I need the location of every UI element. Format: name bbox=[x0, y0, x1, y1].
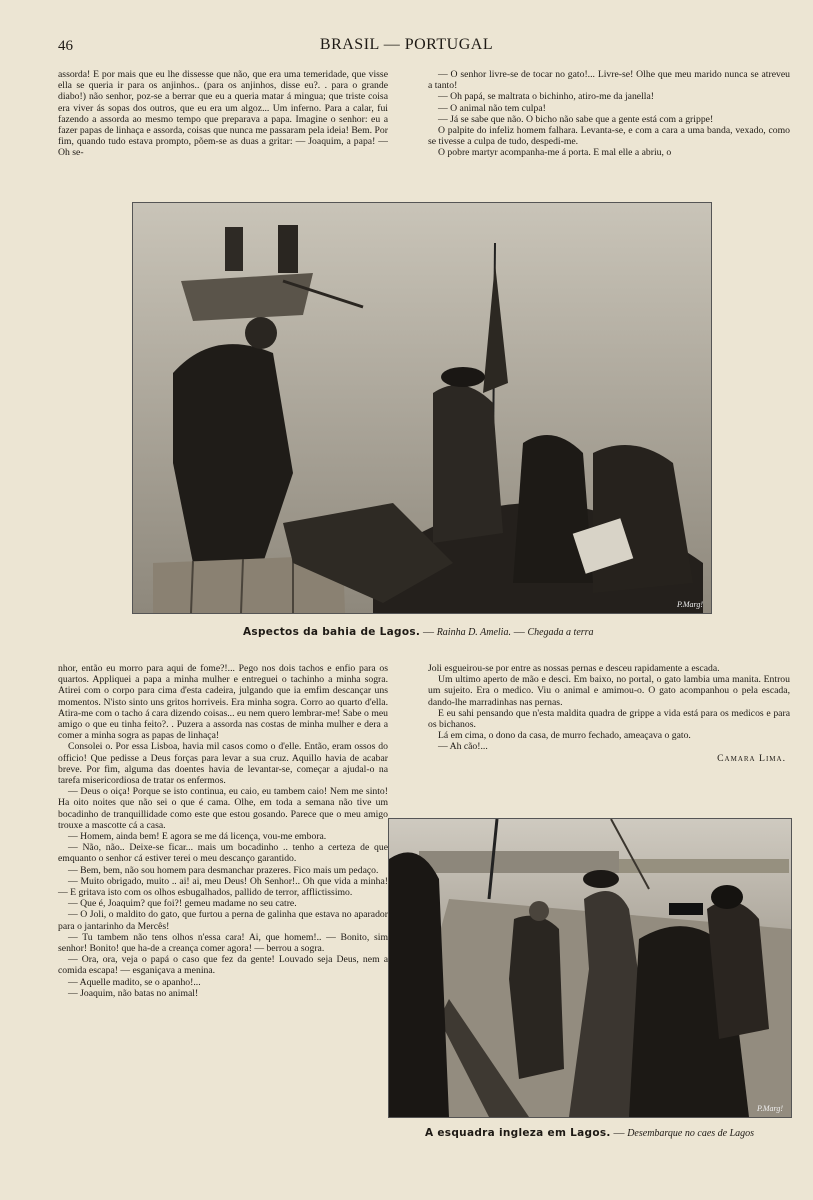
caption-part: Desembarque no caes de Lagos bbox=[627, 1128, 755, 1139]
caption-separator: — bbox=[420, 626, 437, 638]
paragraph: — Ora, ora, veja o papá o caso que fez da gente! Louvado seja Deus, nem a comida escapa! — esganiçava a menina. bbox=[58, 954, 388, 977]
paragraph: nhor, então eu morro para aqui de fome?!... Pego nos dois tachos e enfio para os quartos. Appliquei a papa a minha mulher e entreguei o tachinho a minha sogra. Atirei com o corpo para cima d'esta cadeira, julgando que ia emfim descançar uns momentos. N'isto sinto uns gritos horriveis. Era minha sogra. Corro ao quarto d'ella. Atira-me com o tacho á cara dizendo coisas... eu nem quero lembrar-me! Sabe o meu amigo o que eu tinha feito?. . Puzera a assorda nas costas de minha mulher e dera a comer a minha sogra as papas de linhaça! bbox=[58, 663, 388, 742]
paragraph: — Que é, Joaquim? que foi?! gemeu madame no seu catre. bbox=[68, 898, 297, 910]
paragraph: — Não, não.. Deixe-se ficar... mais um bocadinho .. tenho a certeza de que emquanto o senhor cá estiver terei o meu descanço garantido. bbox=[58, 842, 388, 865]
paragraph: Lá em cima, o dono da casa, de murro fechado, ameaçava o gato. bbox=[438, 730, 691, 742]
paragraph: — Ah cão!... bbox=[438, 741, 488, 753]
caption-title: A esquadra ingleza em Lagos. bbox=[425, 1127, 611, 1139]
paragraph: — Oh papá, se maltrata o bichinho, atiro-me da janella! bbox=[438, 91, 655, 103]
caption-separator: — bbox=[510, 626, 528, 638]
paragraph: — Homem, ainda bem! E agora se me dá licença, vou-me embora. bbox=[68, 831, 327, 843]
paragraph: Joli esgueirou-se por entre as nossas pernas e desceu rapidamente a escada. bbox=[428, 663, 720, 674]
paragraph: O pobre martyr acompanha-me á porta. E mal elle a abriu, o bbox=[438, 147, 672, 159]
paragraph: E eu sahi pensando que n'esta maldita quadra de grippe a vida está para os medicos e para os bichanos. bbox=[428, 707, 790, 731]
paragraph: — Muito obrigado, muito .. ai! ai, meu Deus! Oh Senhor!.. Oh que vida a minha! — E gritava isto com os olhos esbugalhados, pallido de terror, afflictissimo. bbox=[58, 875, 388, 899]
photo-illustration bbox=[133, 203, 711, 613]
photo-signature: P.Marg! bbox=[677, 600, 703, 609]
top-left-column bbox=[58, 69, 388, 159]
page-number: 46 bbox=[58, 38, 73, 54]
paragraph: O palpite do infeliz homem falhara. Levanta-se, e com a cara a uma banda, vexado, como se tivesse a culpa de tudo, despedi-me. bbox=[428, 125, 790, 148]
caption-part: Chegada a terra bbox=[527, 627, 594, 638]
photo-signature: P.Marg! bbox=[757, 1104, 783, 1113]
photo-english-squadron bbox=[388, 818, 792, 1118]
caption-top bbox=[243, 626, 594, 638]
author-signature: Camara Lima. bbox=[717, 752, 786, 764]
paragraph: — Já se sabe que não. O bicho não sabe que a gente está com a grippe! bbox=[438, 113, 714, 125]
paragraph: — O animal não tem culpa! bbox=[438, 102, 546, 114]
paragraph: — O senhor livre-se de tocar no gato!... Livre-se! Olhe que meu marido nunca se atreveu a tanto! bbox=[428, 69, 790, 92]
caption-title: Aspectos da bahia de Lagos. bbox=[243, 626, 421, 638]
caption-bottom bbox=[425, 1127, 754, 1139]
paragraph: — Bem, bem, não sou homem para desmanchar prazeres. Fico mais um pedaço. bbox=[68, 864, 379, 876]
paragraph: assorda! E por mais que eu lhe dissesse que não, que era uma temeridade, que visse ella se queria ir para os anjinhos.. (para os anjinhos, disse eu?. . para o grande diabo!) não senhor, poz-se a berrar que eu a queria matar á mingua; que triste coisa era viver ás sopas dos outros, que eu era um algoz... Um inferno. Para a calar, fui fazendo a assorda ao mesmo tempo que preparava a papa. Imagine o senhor: eu a fazer papas de linhaça e assorda, coisas que nunca me passaram pela ideia! Bem. Por fim, quando tudo estava prompto, põem-se as duas a gritar: — Joaquim, a papa! — Oh se- bbox=[58, 69, 388, 159]
bottom-right-column bbox=[428, 663, 790, 764]
paragraph: — O Joli, o maldito do gato, que furtou a perna de galinha que estava no aparador para o jantarinho da Mercês! bbox=[58, 909, 388, 932]
paragraph: — Joaquim, não batas no animal! bbox=[68, 987, 199, 999]
paragraph: — Tu tambem não tens olhos n'essa cara! Ai, que homem!.. — Bonito, sim senhor! Bonito! que ha-de a creança comer agora! — berrou a sogra. bbox=[58, 931, 388, 955]
running-title: BRASIL — PORTUGAL bbox=[319, 36, 494, 53]
paragraph: — Aquelle madito, se o apanho!... bbox=[68, 976, 201, 988]
photo-illustration bbox=[389, 819, 791, 1117]
paragraph: Consolei o. Por essa Lisboa, havia mil casos como o d'elle. Então, eram ossos do officio! Que pedisse a Deus forças para levar a sua cruz. Aquillo havia de acabar breve. Por fim, alguma das doentes havia de levantar-se, começar a ajudal-o na tarefa misericordiosa de tratar os enfermos. bbox=[58, 741, 388, 787]
paragraph: — Deus o oiça! Porque se isto continua, eu caio, eu tambem caio! Nem me sinto! Ha oito noites que não sei o que é cama. Olhe, em toda a semana não tive um bocadinho de tranquillidade como este que estou gosando. Parece que o meu amigo trouxe a mascotte cá a casa. bbox=[58, 786, 388, 831]
caption-part: Rainha D. Amelia. bbox=[436, 627, 511, 638]
top-right-column bbox=[428, 69, 790, 159]
photo-queen-landing bbox=[132, 202, 712, 614]
caption-separator: — bbox=[610, 1127, 628, 1139]
paragraph: Um ultimo aperto de mão e desci. Em baixo, no portal, o gato lambia uma manita. Entrou um sujeito. Era o medico. Viu o animal e amimou-o. O gato acompanhou o pela escada, dando-lhe marradinhas nas pernas. bbox=[428, 674, 790, 708]
bottom-left-column bbox=[58, 663, 388, 999]
